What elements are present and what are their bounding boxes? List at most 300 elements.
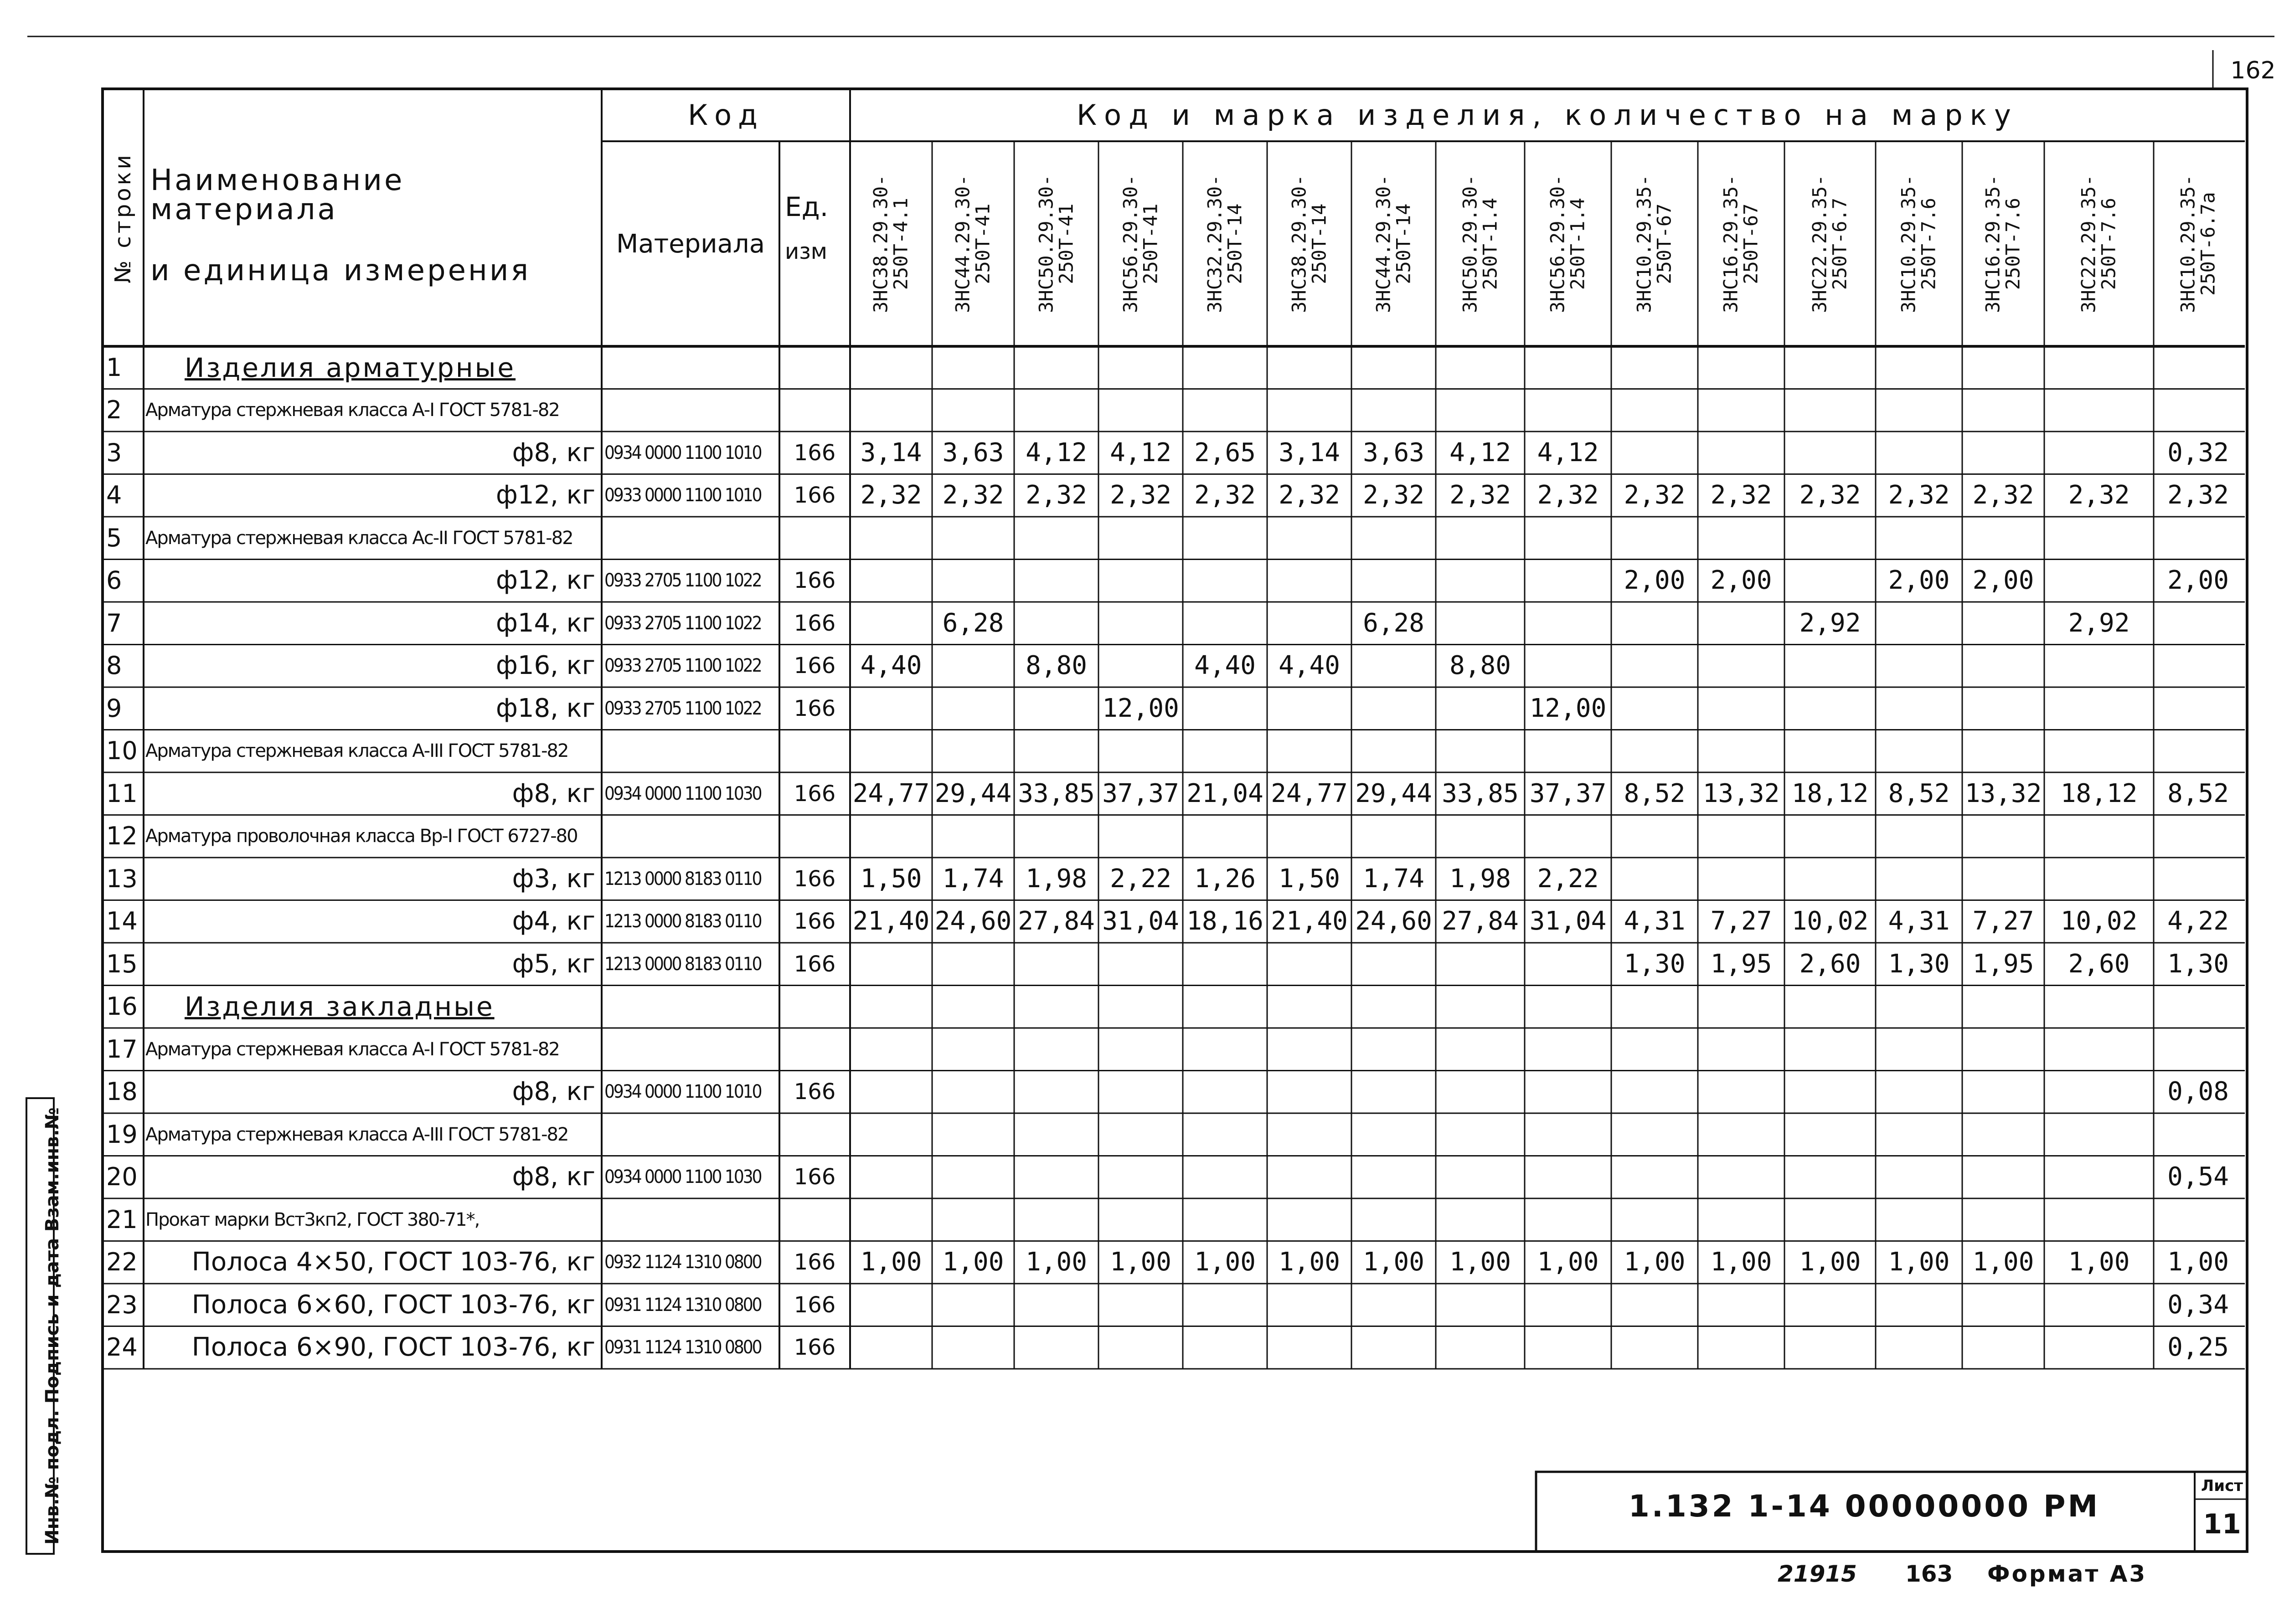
material-code: 0934 0000 1100 1030 (604, 1167, 761, 1188)
quantity-cell (1014, 1326, 1098, 1369)
quantity-cell (1183, 389, 1267, 432)
quantity-cell (1351, 687, 1436, 730)
document-code: 1.132 1-14 00000000 РМ (1628, 1488, 2100, 1524)
quantity-cell (1962, 389, 2044, 432)
quantity-cell: 1,00 (1026, 1247, 1087, 1277)
quantity-cell (850, 943, 932, 986)
quantity-cell (1098, 815, 1183, 858)
material-name: Изделия арматурные (185, 352, 516, 383)
unit-code: 166 (794, 1292, 836, 1318)
quantity-cell (1611, 645, 1698, 688)
quantity-cell (2154, 986, 2243, 1028)
material-name: ф3, кг (512, 863, 595, 894)
quantity-cell (1962, 815, 2044, 858)
quantity-cell (1876, 858, 1962, 900)
quantity-cell (1436, 1326, 1525, 1369)
row-number: 19 (106, 1120, 138, 1149)
quantity-cell (1351, 1156, 1436, 1199)
quantity-cell: 1,00 (2068, 1247, 2130, 1277)
quantity-cell (1267, 943, 1351, 986)
quantity-cell (1611, 858, 1698, 900)
quantity-cell (1525, 943, 1611, 986)
quantity-cell (932, 517, 1014, 560)
row-number: 10 (106, 736, 138, 766)
quantity-cell: 2,32 (1110, 480, 1171, 510)
quantity-cell (932, 986, 1014, 1028)
mark-column-header (1784, 141, 1876, 346)
name-header-line2: и единица измерения (150, 254, 531, 288)
quantity-cell (1014, 943, 1098, 986)
quantity-cell (1436, 602, 1525, 645)
name-header (150, 155, 597, 288)
quantity-cell (2044, 730, 2154, 773)
unit-code (779, 1198, 850, 1241)
quantity-cell (1014, 1113, 1098, 1156)
mark-column-header (1267, 141, 1351, 346)
unit-code: 166 (794, 653, 836, 679)
quantity-cell (1098, 1326, 1183, 1369)
unit-code: 166 (794, 909, 836, 935)
quantity-cell: 1,50 (1279, 863, 1340, 894)
quantity-cell (1436, 560, 1525, 602)
quantity-cell: 31,04 (1529, 906, 1607, 936)
quantity-cell (1784, 1326, 1876, 1369)
quantity-cell (2044, 346, 2154, 389)
quantity-cell (1183, 517, 1267, 560)
quantity-cell (1876, 815, 1962, 858)
footer-number-2: 163 (1905, 1561, 1953, 1587)
quantity-cell (1698, 1071, 1784, 1114)
quantity-cell (1098, 346, 1183, 389)
quantity-cell: 31,04 (1102, 906, 1179, 936)
quantity-cell (932, 687, 1014, 730)
quantity-cell (850, 815, 932, 858)
quantity-cell: 4,12 (1449, 437, 1511, 468)
quantity-cell (1436, 986, 1525, 1028)
material-code-header: Материала (616, 229, 765, 259)
quantity-cell: 18,12 (2060, 778, 2138, 808)
quantity-cell (1876, 1326, 1962, 1369)
quantity-cell (1525, 645, 1611, 688)
quantity-cell (1962, 1113, 2044, 1156)
quantity-cell (1436, 730, 1525, 773)
quantity-cell (932, 1326, 1014, 1369)
quantity-cell (2044, 517, 2154, 560)
mark-column-header-text: 3НС32.29.30- 250Т-14 (1203, 175, 1246, 313)
quantity-cell: 0,08 (2167, 1077, 2229, 1107)
mark-column-header-text: 3НС22.29.35- 250Т-7.6 (2077, 175, 2120, 313)
quantity-cell (1351, 986, 1436, 1028)
material-name: ф5, кг (512, 949, 595, 979)
unit-code: 166 (794, 1249, 836, 1275)
quantity-cell: 13,32 (1702, 778, 1780, 808)
row-number: 18 (106, 1077, 138, 1106)
quantity-cell (2044, 1071, 2154, 1114)
quantity-cell (1784, 1156, 1876, 1199)
quantity-cell (932, 730, 1014, 773)
quantity-cell (2044, 1028, 2154, 1071)
quantity-cell: 24,60 (934, 906, 1012, 936)
quantity-cell (1784, 389, 1876, 432)
mark-column-header-text: 3НС44.29.30- 250Т-41 (951, 175, 994, 313)
quantity-cell (2154, 730, 2243, 773)
row-number: 23 (106, 1290, 138, 1319)
quantity-cell (1962, 986, 2044, 1028)
quantity-cell (1611, 1198, 1698, 1241)
mark-column-header-text: 3НС10.29.35- 250Т-7.6 (1897, 175, 1940, 313)
mark-column-header-text: 3НС10.29.35- 250Т-6.7а (2176, 175, 2219, 313)
footer-number-1: 21915 (1778, 1561, 1857, 1587)
quantity-cell (1436, 389, 1525, 432)
quantity-cell (2044, 1284, 2154, 1326)
row-number: 6 (106, 566, 122, 595)
quantity-cell (1351, 517, 1436, 560)
quantity-cell: 0,34 (2167, 1290, 2229, 1320)
quantity-cell: 2,32 (860, 480, 922, 510)
quantity-cell: 10,02 (1791, 906, 1869, 936)
quantity-cell (1698, 645, 1784, 688)
quantity-cell (1611, 687, 1698, 730)
quantity-cell (1784, 432, 1876, 474)
row-number: 5 (106, 523, 122, 552)
quantity-cell (1351, 645, 1436, 688)
quantity-cell (1784, 687, 1876, 730)
quantity-cell (1351, 1071, 1436, 1114)
quantity-cell: 1,00 (1624, 1247, 1686, 1277)
quantity-cell: 12,00 (1529, 693, 1607, 723)
quantity-cell (1014, 986, 1098, 1028)
unit-code: 166 (794, 610, 836, 636)
row-number-header (103, 89, 144, 346)
quantity-cell: 1,30 (2167, 949, 2229, 979)
row-number: 21 (106, 1205, 138, 1234)
quantity-cell: 1,95 (1972, 949, 2034, 979)
quantity-cell (1267, 1156, 1351, 1199)
quantity-cell: 4,12 (1110, 437, 1171, 468)
quantity-cell (1183, 1156, 1267, 1199)
quantity-cell: 1,98 (1449, 863, 1511, 894)
quantity-cell (932, 1071, 1014, 1114)
quantity-cell (1351, 1284, 1436, 1326)
quantity-cell (1962, 432, 2044, 474)
material-name: Полоса 4×50, ГОСТ 103-76, кг (191, 1247, 595, 1277)
quantity-cell (1698, 1284, 1784, 1326)
material-name: ф8, кг (512, 778, 595, 808)
mark-column-header (1436, 141, 1525, 346)
quantity-cell: 1,30 (1624, 949, 1686, 979)
mark-column-header (1098, 141, 1183, 346)
footer-format: Формат А3 (1987, 1561, 2147, 1587)
quantity-cell (1784, 1284, 1876, 1326)
quantity-cell (932, 1284, 1014, 1326)
quantity-cell (1876, 1156, 1962, 1199)
row-number: 24 (106, 1333, 138, 1362)
quantity-cell (1962, 1198, 2044, 1241)
quantity-cell (1525, 1156, 1611, 1199)
quantity-cell (850, 346, 932, 389)
quantity-cell (1351, 1326, 1436, 1369)
quantity-cell (1698, 687, 1784, 730)
quantity-cell (1698, 858, 1784, 900)
quantity-cell (1267, 687, 1351, 730)
mark-column-header (850, 141, 932, 346)
quantity-cell (850, 1326, 932, 1369)
quantity-cell (1698, 1113, 1784, 1156)
material-code: 1213 0000 8183 0110 (604, 868, 761, 889)
mark-column-header-text: 3НС56.29.30- 250Т-41 (1119, 175, 1162, 313)
quantity-cell: 1,00 (860, 1247, 922, 1277)
quantity-cell: 7,27 (1710, 906, 1772, 936)
quantity-cell (1962, 1326, 2044, 1369)
mark-column-header-text: 3НС38.29.30- 250Т-4.1 (869, 175, 912, 313)
quantity-cell (1014, 389, 1098, 432)
quantity-cell (1784, 1071, 1876, 1114)
quantity-cell (932, 815, 1014, 858)
quantity-cell: 1,00 (1537, 1247, 1599, 1277)
mark-column-header (1698, 141, 1784, 346)
row-number: 7 (106, 608, 122, 637)
quantity-cell (1962, 1284, 2044, 1326)
quantity-cell (1962, 687, 2044, 730)
material-code (602, 389, 779, 432)
material-code: 0931 1124 1310 0800 (604, 1294, 761, 1316)
quantity-cell (1876, 730, 1962, 773)
quantity-cell: 24,77 (852, 778, 930, 808)
quantity-cell: 2,32 (1194, 480, 1256, 510)
quantity-cell (1611, 389, 1698, 432)
quantity-cell (1014, 1156, 1098, 1199)
quantity-cell (1784, 986, 1876, 1028)
quantity-cell (1098, 730, 1183, 773)
material-name: ф12, кг (496, 565, 595, 596)
quantity-cell (1876, 346, 1962, 389)
quantity-cell (1436, 1071, 1525, 1114)
quantity-cell (1014, 730, 1098, 773)
quantity-cell (1267, 1284, 1351, 1326)
quantity-cell (1351, 730, 1436, 773)
quantity-cell (1611, 1156, 1698, 1199)
quantity-cell: 1,00 (1449, 1247, 1511, 1277)
quantity-cell (1351, 1198, 1436, 1241)
material-name: ф16, кг (496, 651, 595, 681)
quantity-cell (850, 560, 932, 602)
quantity-cell (1267, 560, 1351, 602)
quantity-cell: 6,28 (1363, 608, 1424, 638)
mark-column-header (1014, 141, 1098, 346)
quantity-cell (1876, 1198, 1962, 1241)
row-number: 17 (106, 1034, 138, 1064)
quantity-cell: 1,98 (1026, 863, 1087, 894)
material-code (602, 517, 779, 560)
quantity-cell (2154, 858, 2243, 900)
quantity-cell (2044, 1198, 2154, 1241)
quantity-cell (1525, 1113, 1611, 1156)
material-code (602, 1198, 779, 1241)
quantity-cell (2154, 346, 2243, 389)
quantity-cell (1784, 730, 1876, 773)
material-code: 0933 2705 1100 1022 (604, 612, 761, 634)
quantity-cell (850, 730, 932, 773)
material-code: 0934 0000 1100 1010 (604, 442, 761, 463)
unit-code (779, 815, 850, 858)
mark-column-header-text: 3НС50.29.30- 250Т-1.4 (1459, 175, 1501, 313)
quantity-cell (1698, 730, 1784, 773)
unit-code (779, 517, 850, 560)
quantity-cell: 2,32 (1279, 480, 1340, 510)
quantity-cell (850, 1284, 932, 1326)
unit-code: 166 (794, 866, 836, 892)
quantity-cell (1876, 1113, 1962, 1156)
quantity-cell (1183, 986, 1267, 1028)
quantity-cell (850, 1028, 932, 1071)
unit-code: 166 (794, 483, 836, 509)
quantity-cell (1876, 1284, 1962, 1326)
quantity-cell: 8,80 (1026, 651, 1087, 681)
material-code (602, 1028, 779, 1071)
quantity-cell (1436, 943, 1525, 986)
quantity-cell (1183, 560, 1267, 602)
quantity-cell (1525, 1028, 1611, 1071)
row-number: 22 (106, 1248, 138, 1277)
material-name: Арматура проволочная класса Вр-I ГОСТ 6727-80 (145, 826, 577, 847)
quantity-cell (1611, 815, 1698, 858)
sheet-number: 11 (2203, 1508, 2241, 1540)
unit-code (779, 346, 850, 389)
quantity-cell: 18,16 (1186, 906, 1263, 936)
quantity-cell: 37,37 (1102, 778, 1179, 808)
side-stamp (23, 1098, 82, 1554)
quantity-cell: 2,32 (1624, 480, 1686, 510)
quantity-cell: 2,32 (1888, 480, 1950, 510)
quantity-cell: 1,00 (2167, 1247, 2229, 1277)
quantity-cell (2044, 645, 2154, 688)
quantity-cell (1611, 432, 1698, 474)
quantity-cell (1698, 1156, 1784, 1199)
unit-code (779, 1028, 850, 1071)
quantity-cell (932, 1113, 1014, 1156)
mark-column-header (2154, 141, 2243, 346)
quantity-cell: 1,00 (1279, 1247, 1340, 1277)
quantity-cell: 3,14 (860, 437, 922, 468)
quantity-cell (1267, 1198, 1351, 1241)
row-number: 15 (106, 949, 138, 978)
side-stamp-text: Инв.№ подл. Подпись и дата Взам.инв.№ (42, 1107, 63, 1545)
quantity-cell (1698, 346, 1784, 389)
quantity-cell (1267, 346, 1351, 389)
quantity-cell (2044, 1326, 2154, 1369)
quantity-cell (1611, 1028, 1698, 1071)
quantity-cell (1267, 815, 1351, 858)
quantity-cell (1876, 1028, 1962, 1071)
quantity-cell: 2,92 (1799, 608, 1861, 638)
quantity-cell (1098, 560, 1183, 602)
quantity-cell (1267, 1113, 1351, 1156)
unit-code: 166 (794, 440, 836, 466)
kod-header: Код (688, 98, 764, 132)
quantity-cell (1183, 1028, 1267, 1071)
quantity-cell: 21,40 (852, 906, 930, 936)
quantity-cell: 33,85 (1442, 778, 1519, 808)
quantity-cell (932, 1156, 1014, 1199)
quantity-cell (1014, 517, 1098, 560)
quantity-cell: 4,31 (1624, 906, 1686, 936)
quantity-cell (1098, 1284, 1183, 1326)
quantity-cell: 8,52 (1888, 778, 1950, 808)
quantity-cell (932, 346, 1014, 389)
quantity-cell (1784, 1113, 1876, 1156)
quantity-cell: 2,00 (1888, 565, 1950, 596)
mark-column-header (932, 141, 1014, 346)
quantity-cell (1611, 1113, 1698, 1156)
quantity-cell: 4,40 (1279, 651, 1340, 681)
quantity-cell (1525, 1071, 1611, 1114)
quantity-cell (1351, 1028, 1436, 1071)
quantity-cell (1014, 815, 1098, 858)
material-name: Арматура стержневая класса А-I ГОСТ 5781-82 (145, 400, 559, 421)
quantity-cell: 8,52 (1624, 778, 1686, 808)
quantity-cell (1351, 560, 1436, 602)
quantity-cell: 3,63 (942, 437, 1004, 468)
row-number: 2 (106, 396, 122, 425)
quantity-cell (2154, 815, 2243, 858)
quantity-cell (1525, 730, 1611, 773)
marks-header: Код и марка изделия, количество на марку (1077, 98, 2018, 132)
quantity-cell (850, 1071, 932, 1114)
row-number: 13 (106, 864, 138, 893)
quantity-cell (1525, 815, 1611, 858)
quantity-cell: 2,92 (2068, 608, 2130, 638)
material-code: 0934 0000 1100 1010 (604, 1081, 761, 1103)
quantity-cell (1876, 602, 1962, 645)
quantity-cell (1183, 1113, 1267, 1156)
unit-header (780, 191, 849, 301)
quantity-cell (850, 687, 932, 730)
quantity-cell: 2,00 (2167, 565, 2229, 596)
quantity-cell (1014, 1198, 1098, 1241)
quantity-cell (2154, 1113, 2243, 1156)
quantity-cell (1876, 389, 1962, 432)
row-number: 3 (106, 438, 122, 467)
quantity-cell (1098, 389, 1183, 432)
material-name: Полоса 6×60, ГОСТ 103-76, кг (191, 1290, 595, 1320)
quantity-cell (1876, 432, 1962, 474)
quantity-cell (1962, 1028, 2044, 1071)
unit-header-line1: Ед. (785, 191, 829, 222)
quantity-cell (932, 1028, 1014, 1071)
quantity-cell (1876, 986, 1962, 1028)
quantity-cell (1351, 1113, 1436, 1156)
material-name: Арматура стержневая класса Ас-II ГОСТ 5781-82 (145, 527, 573, 549)
quantity-cell (932, 1198, 1014, 1241)
quantity-cell (1098, 986, 1183, 1028)
quantity-cell (1784, 858, 1876, 900)
material-code (602, 346, 779, 389)
quantity-cell (1784, 517, 1876, 560)
row-number: 20 (106, 1162, 138, 1192)
quantity-cell (1876, 687, 1962, 730)
quantity-cell (1784, 1198, 1876, 1241)
quantity-cell (1698, 389, 1784, 432)
quantity-cell: 2,32 (1710, 480, 1772, 510)
quantity-cell: 4,12 (1026, 437, 1087, 468)
row-number: 9 (106, 694, 122, 723)
quantity-cell (1014, 687, 1098, 730)
quantity-cell: 29,44 (1355, 778, 1432, 808)
quantity-cell (2044, 858, 2154, 900)
quantity-cell (1351, 346, 1436, 389)
material-code (602, 730, 779, 773)
quantity-cell (1436, 687, 1525, 730)
